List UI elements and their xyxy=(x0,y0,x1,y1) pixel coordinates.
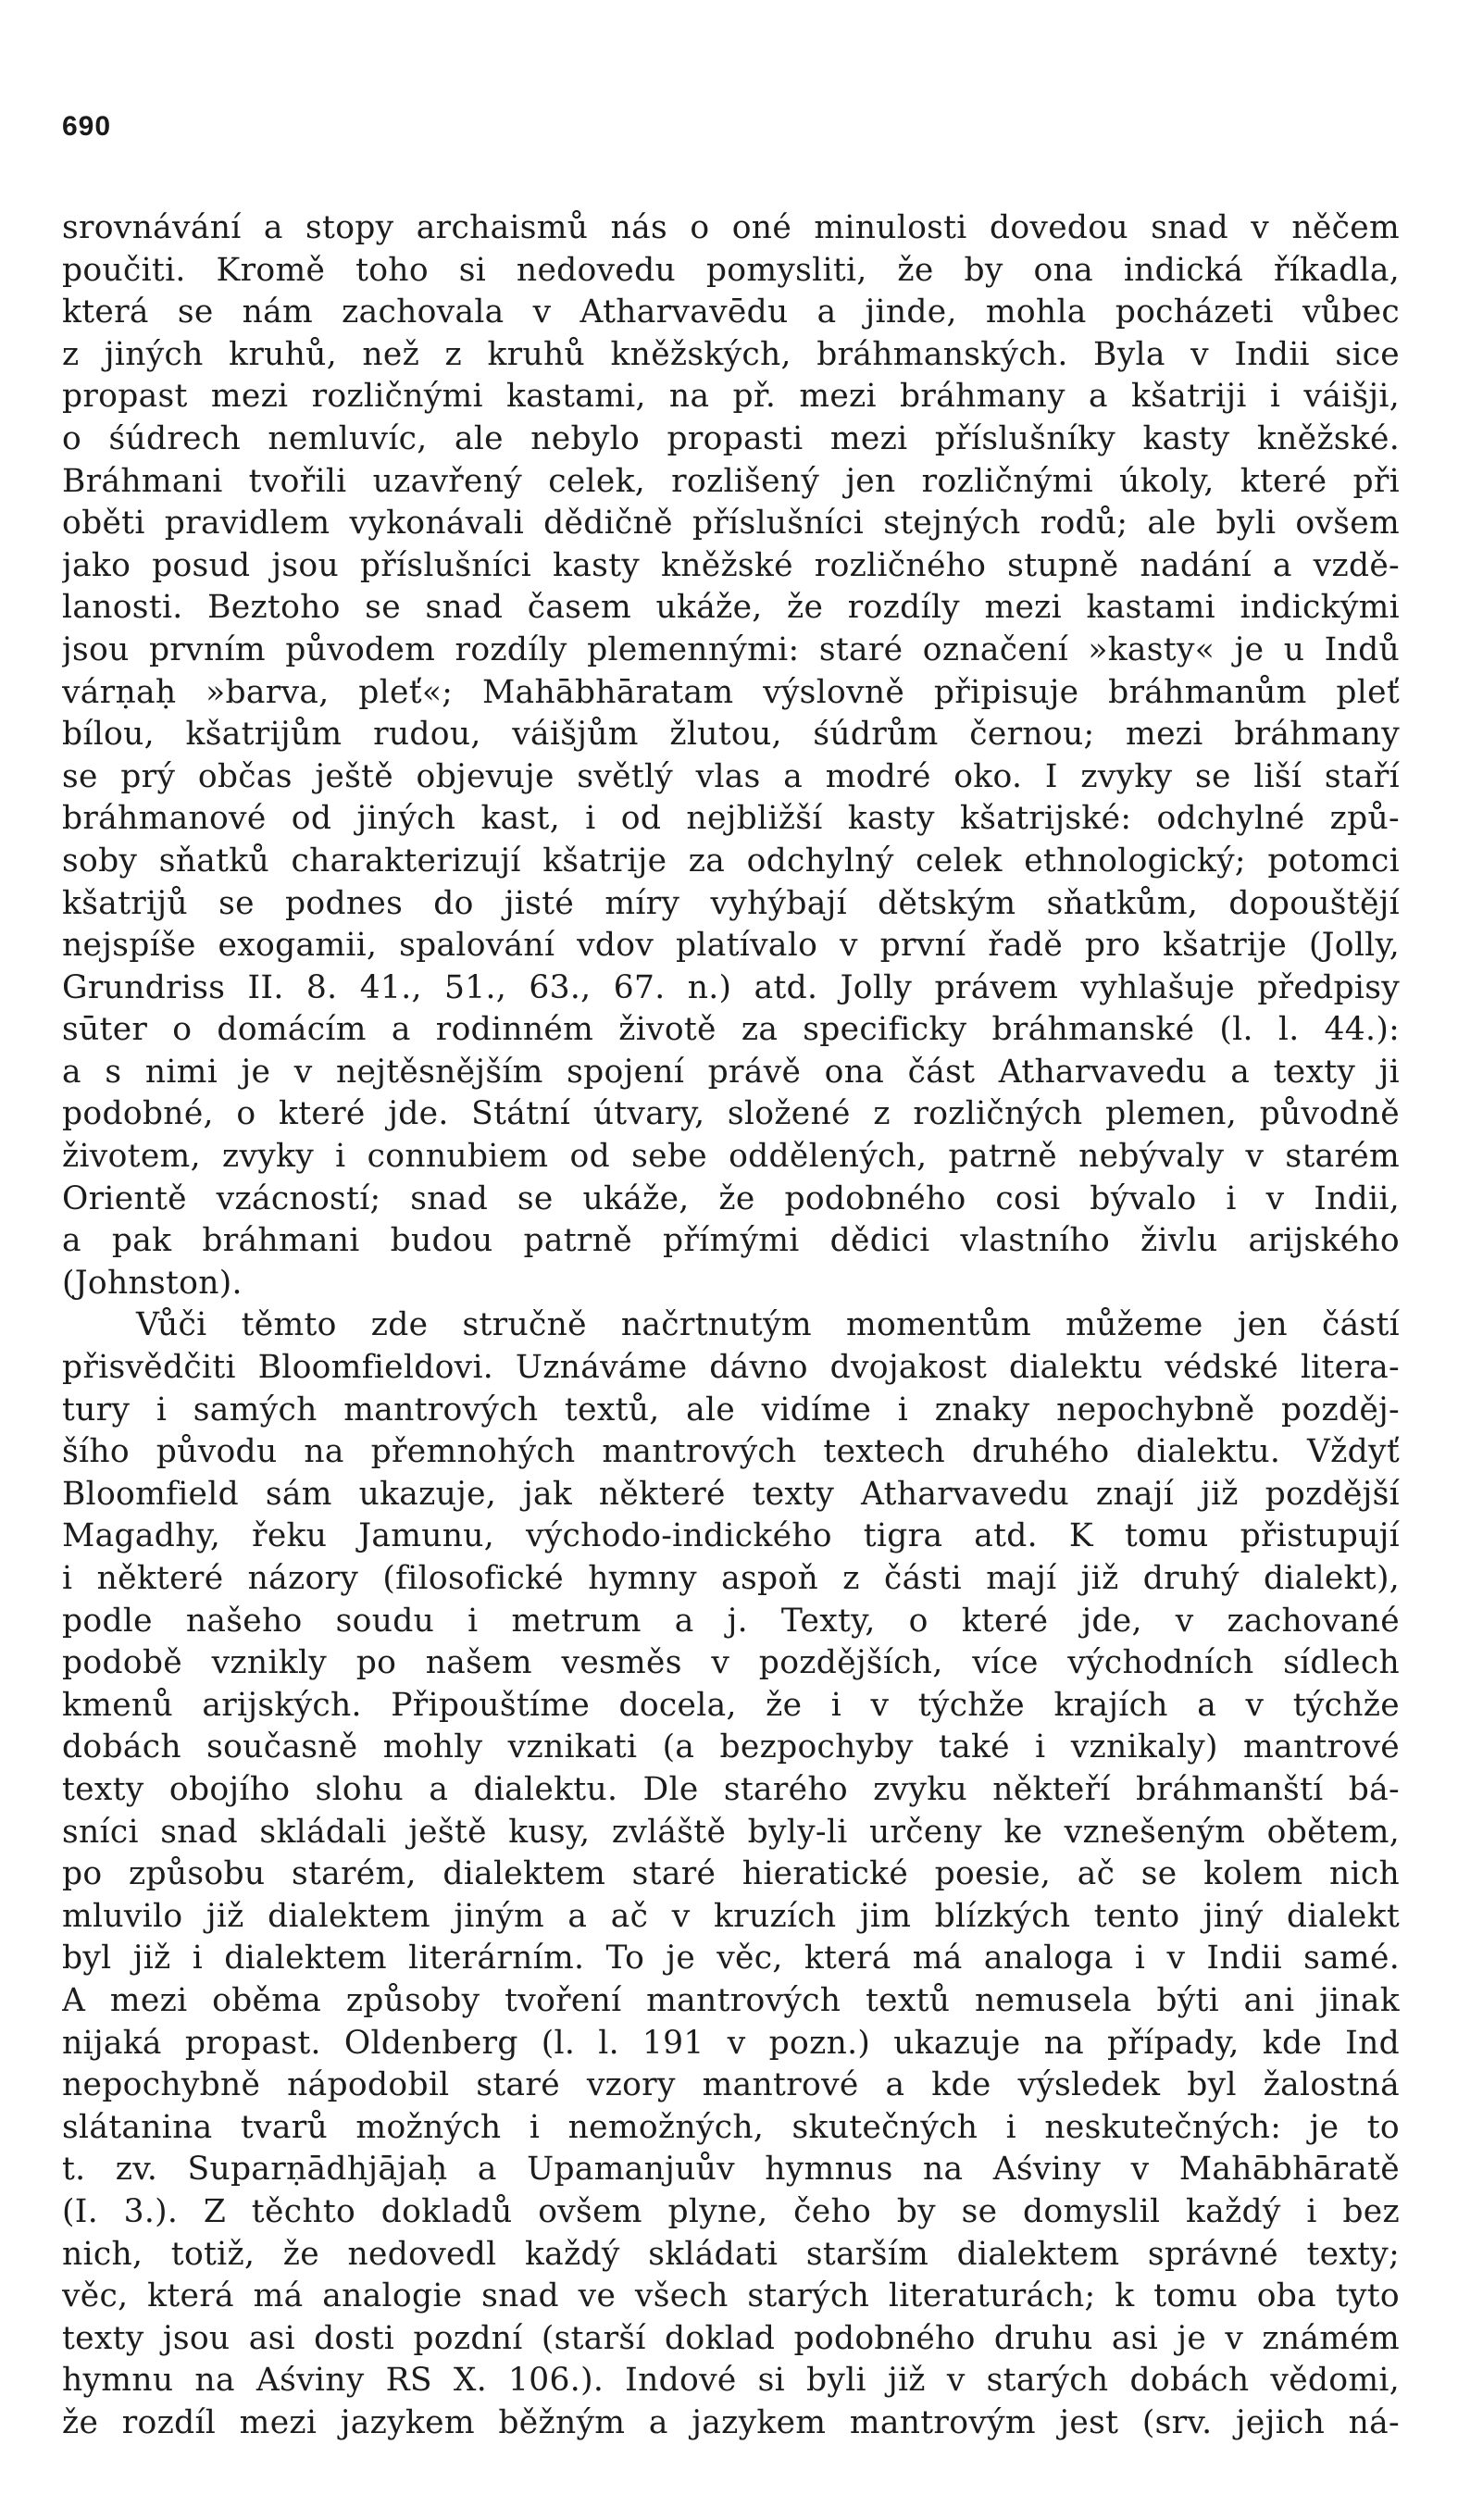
text-line: nich, totiž, že nedovedl každý skládati starším dialektem správné texty; xyxy=(62,2235,1400,2273)
body-text xyxy=(62,207,1400,2444)
text-line: Bloomfield sám ukazuje, jak některé texty Atharvavedu znají již pozdější xyxy=(62,1475,1400,1513)
text-line: slátanina tvarů možných i nemožných, skutečných i neskutečných: je to xyxy=(62,2108,1400,2146)
text-line: jako posud jsou příslušníci kasty kněžské rozličného stupně nadání a vzdě- xyxy=(62,546,1400,584)
text-line: Orientě vzácností; snad se ukáže, že podobného cosi bývalo i v Indii, xyxy=(62,1179,1400,1217)
text-line: t. zv. Suparṇādhjājaḥ a Upamanjuův hymnus na Aśviny v Mahābhāratě xyxy=(62,2151,1400,2189)
text-line: propast mezi rozličnými kastami, na př. mezi bráhmany a kšatriji i váišji, xyxy=(62,378,1400,416)
text-line: po způsobu starém, dialektem staré hieratické poesie, ač se kolem nich xyxy=(62,1855,1400,1893)
text-line: srovnávání a stopy archaismů nás o oné minulosti dovedou snad v něčem xyxy=(62,209,1400,246)
text-line: dobách současně mohly vznikati (a bezpochyby také i vznikaly) mantrové xyxy=(62,1728,1400,1766)
text-line: se prý občas ještě objevuje světlý vlas a modré oko. I zvyky se liší staří xyxy=(62,757,1400,795)
text-line: i některé názory (filosofické hymny aspoň z části mají již druhý dialekt), xyxy=(62,1560,1400,1597)
text-line: hymnu na Aśviny RS X. 106.). Indové si byli již v starých dobách vědomi, xyxy=(62,2362,1400,2400)
text-line: bráhmanové od jiných kast, i od nejbližší kasty kšatrijské: odchylné způ- xyxy=(62,800,1400,838)
text-line: nijaká propast. Oldenberg (l. l. 191 v pozn.) ukazuje na případy, kde Ind xyxy=(62,2024,1400,2062)
paragraph-start-line: Vůči těmto zde stručně načrtnutým momentům můžeme jen částí xyxy=(136,1306,1400,1344)
text-line: Magadhy, řeku Jamunu, východo-indického tigra atd. K tomu přistupují xyxy=(62,1517,1400,1555)
text-line: nepochybně nápodobil staré vzory mantrové a kde výsledek byl žalostná xyxy=(62,2066,1400,2104)
text-line: a pak bráhmani budou patrně přímými dědici vlastního živlu arijského xyxy=(62,1222,1400,1260)
text-line: lanosti. Beztoho se snad časem ukáže, že rozdíly mezi kastami indickými xyxy=(62,589,1400,627)
text-line: kmenů arijských. Připouštíme docela, že i v týchže krajích a v týchže xyxy=(62,1686,1400,1724)
paragraph-end-line: (Johnston). xyxy=(62,1264,243,1302)
text-line: byl již i dialektem literárním. To je věc, která má analoga i v Indii samé. xyxy=(62,1940,1400,1977)
text-line: z jiných kruhů, než z kruhů kněžských, bráhmanských. Byla v Indii sice xyxy=(62,335,1400,373)
text-line: poučiti. Kromě toho si nedovedu pomysliti, že by ona indická říkadla, xyxy=(62,251,1400,289)
text-line: A mezi oběma způsoby tvoření mantrových textů nemusela býti ani jinak xyxy=(62,1981,1400,2019)
text-line: bílou, kšatrijům rudou, váišjům žlutou, śúdrům černou; mezi bráhmany xyxy=(62,716,1400,754)
text-line: o śúdrech nemluvíc, ale nebylo propasti mezi příslušníky kasty kněžské. xyxy=(62,419,1400,457)
text-line: podobě vznikly po našem vesměs v pozdějších, více východních sídlech xyxy=(62,1644,1400,1682)
text-line: (I. 3.). Z těchto dokladů ovšem plyne, čeho by se domyslil každý i bez xyxy=(62,2192,1400,2230)
text-line: texty jsou asi dosti pozdní (starší doklad podobného druhu asi je v známém xyxy=(62,2319,1400,2357)
text-line: podobné, o které jde. Státní útvary, složené z rozličných plemen, původně xyxy=(62,1095,1400,1133)
text-line: tury i samých mantrových textů, ale vidíme i znaky nepochybně pozděj- xyxy=(62,1391,1400,1428)
text-line: přisvědčiti Bloomfieldovi. Uznáváme dávno dvojakost dialektu védské litera- xyxy=(62,1349,1400,1387)
page-number: 690 xyxy=(62,111,112,142)
text-line: Grundriss II. 8. 41., 51., 63., 67. n.) atd. Jolly právem vyhlašuje předpisy xyxy=(62,968,1400,1006)
text-line: a s nimi je v nejtěsnějším spojení právě ona část Atharvavedu a texty ji xyxy=(62,1053,1400,1091)
text-line: soby sňatků charakterizují kšatrije za odchylný celek ethnologický; potomci xyxy=(62,842,1400,880)
text-line: životem, zvyky i connubiem od sebe oddělených, patrně nebývaly v starém xyxy=(62,1138,1400,1176)
text-line: nejspíše exogamii, spalování vdov platívalo v první řadě pro kšatrije (Jolly, xyxy=(62,927,1400,965)
text-line: sūter o domácím a rodinném životě za specificky bráhmanské (l. l. 44.): xyxy=(62,1011,1400,1049)
text-line: várṇaḥ »barva, pleť«; Mahābhāratam výslovně připisuje bráhmanům pleť xyxy=(62,673,1400,711)
text-line: která se nám zachovala v Atharvavēdu a jinde, mohla pocházeti vůbec xyxy=(62,293,1400,331)
text-line: šího původu na přemnohých mantrových textech druhého dialektu. Vždyť xyxy=(62,1433,1400,1471)
text-line: že rozdíl mezi jazykem běžným a jazykem mantrovým jest (srv. jejich ná- xyxy=(62,2403,1400,2441)
text-line: sníci snad skládali ještě kusy, zvláště byly-li určeny ke vznešeným obětem, xyxy=(62,1813,1400,1851)
text-line: jsou prvním původem rozdíly plemennými: staré označení »kasty« je u Indů xyxy=(62,630,1400,668)
text-line: podle našeho soudu i metrum a j. Texty, o které jde, v zachované xyxy=(62,1602,1400,1640)
text-line: texty obojího slohu a dialektu. Dle starého zvyku někteří bráhmanští bá- xyxy=(62,1770,1400,1808)
text-line: oběti pravidlem vykonávali dědičně příslušníci stejných rodů; ale byli ovšem xyxy=(62,505,1400,543)
text-line: věc, která má analogie snad ve všech starých literaturách; k tomu oba tyto xyxy=(62,2277,1400,2315)
text-line: kšatrijů se podnes do jisté míry vyhýbají dětským sňatkům, dopouštějí xyxy=(62,884,1400,922)
text-line: mluvilo již dialektem jiným a ač v kruzích jim blízkých tento jiný dialekt xyxy=(62,1897,1400,1935)
text-line: Bráhmani tvořili uzavřený celek, rozlišený jen rozličnými úkoly, které při xyxy=(62,462,1400,500)
